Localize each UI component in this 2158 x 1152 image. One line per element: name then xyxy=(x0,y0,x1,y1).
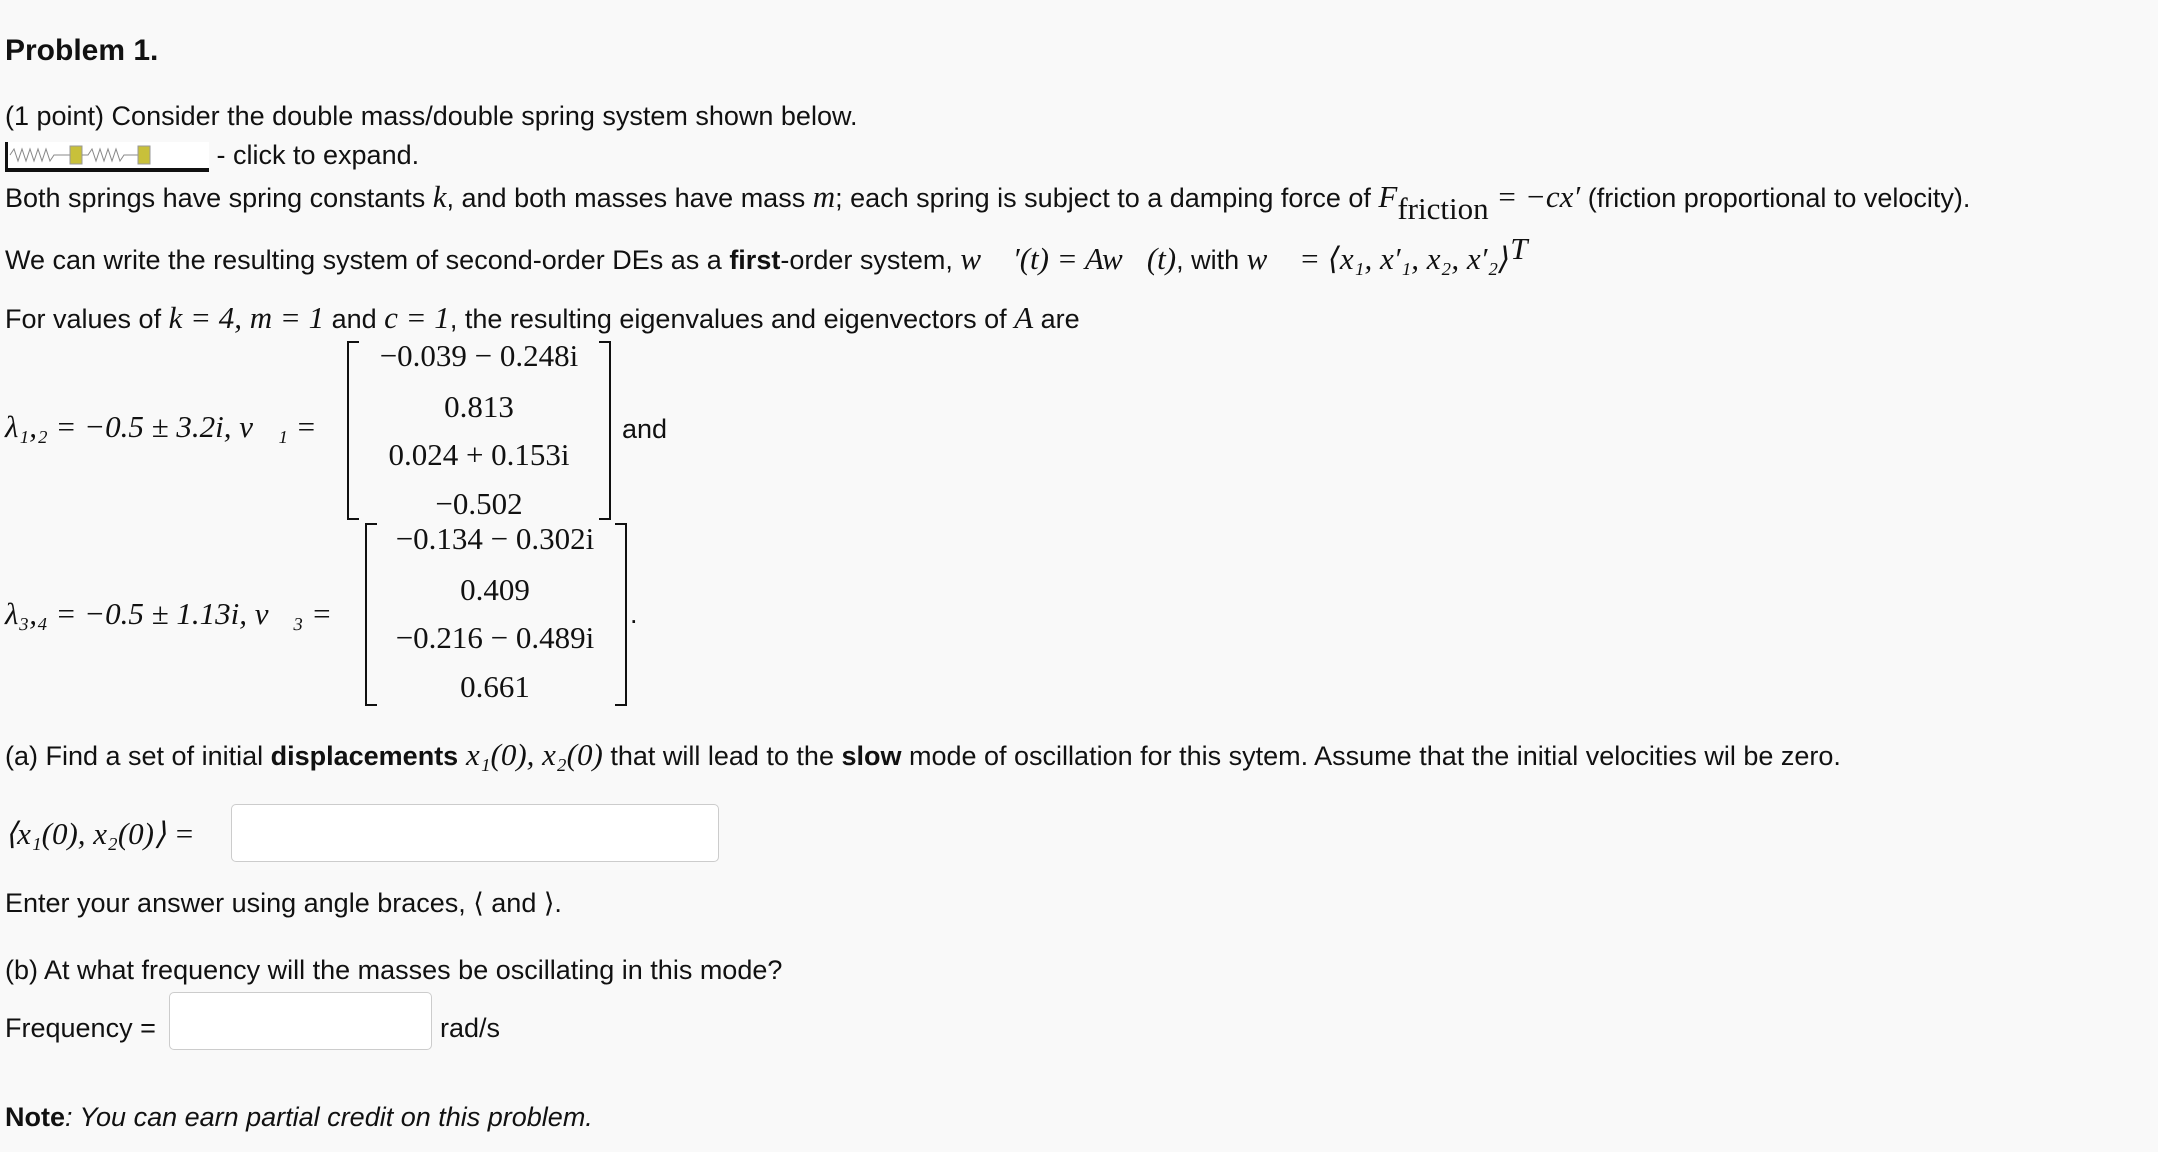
expand-link-text[interactable]: - click to expand. xyxy=(216,140,420,170)
figure-line xyxy=(5,138,419,172)
initial-displacement-label: ⟨x₁(0), x₂(0)⟩ = xyxy=(5,816,195,851)
v3-entry: 0.661 xyxy=(460,669,530,704)
v3-entry: 0.409 xyxy=(460,572,530,607)
part-a-question: (a) Find a set of initial displacements x₁(0), x₂(0) that will lead to the slow mode of oscillation for this sytem. Assume that the initial velocities wil be zero. xyxy=(5,737,1841,772)
spring-mass-icon xyxy=(8,142,208,168)
values-text: For values of k = 4, m = 1 and c = 1, the resulting eigenvalues and eigenvectors of A are xyxy=(5,300,1080,335)
problem-title: Problem 1. xyxy=(5,34,159,67)
v1-entry: 0.024 + 0.153i xyxy=(388,437,570,472)
springs-text: Both springs have spring constants k, and both masses have mass m; each spring is subject to a damping force of $F_{friction} = -cx'$ (friction proportional to velocity). xyxy=(5,179,1971,227)
v1-entry: 0.813 xyxy=(444,389,514,424)
v1-entry: −0.502 xyxy=(435,486,523,521)
lambda12-label: λ₁,₂ = −0.5 ± 3.2i, v⃗₁ = xyxy=(5,409,317,444)
lambda34-label: λ₃,₄ = −0.5 ± 1.13i, v⃗₃ = xyxy=(5,596,333,631)
v1-entry: −0.039 − 0.248i xyxy=(379,338,579,373)
note: Note: You can earn partial credit on this problem. xyxy=(5,1102,593,1132)
initial-displacement-input[interactable] xyxy=(231,804,719,862)
spring-system-thumbnail[interactable] xyxy=(5,142,209,172)
period: . xyxy=(630,599,638,629)
v3-entry: −0.216 − 0.489i xyxy=(395,620,595,655)
frequency-label: Frequency = xyxy=(5,1013,156,1043)
system-text: We can write the resulting system of second-order DEs as a first-order system, w⃗ ′(t) = Aw⃗(t), with w⃗ = ⟨x₁, x′₁, x₂, x′₂⟩$^T$ xyxy=(5,231,1528,276)
answer-hint: Enter your answer using angle braces, ⟨ and ⟩. xyxy=(5,888,562,918)
part-b-question: (b) At what frequency will the masses be oscillating in this mode? xyxy=(5,955,783,985)
frequency-input[interactable] xyxy=(169,992,432,1050)
intro-text: (1 point) Consider the double mass/double spring system shown below. xyxy=(5,101,858,131)
v3-entry: −0.134 − 0.302i xyxy=(395,521,595,556)
frequency-unit: rad/s xyxy=(440,1013,501,1043)
and-text: and xyxy=(622,414,668,444)
